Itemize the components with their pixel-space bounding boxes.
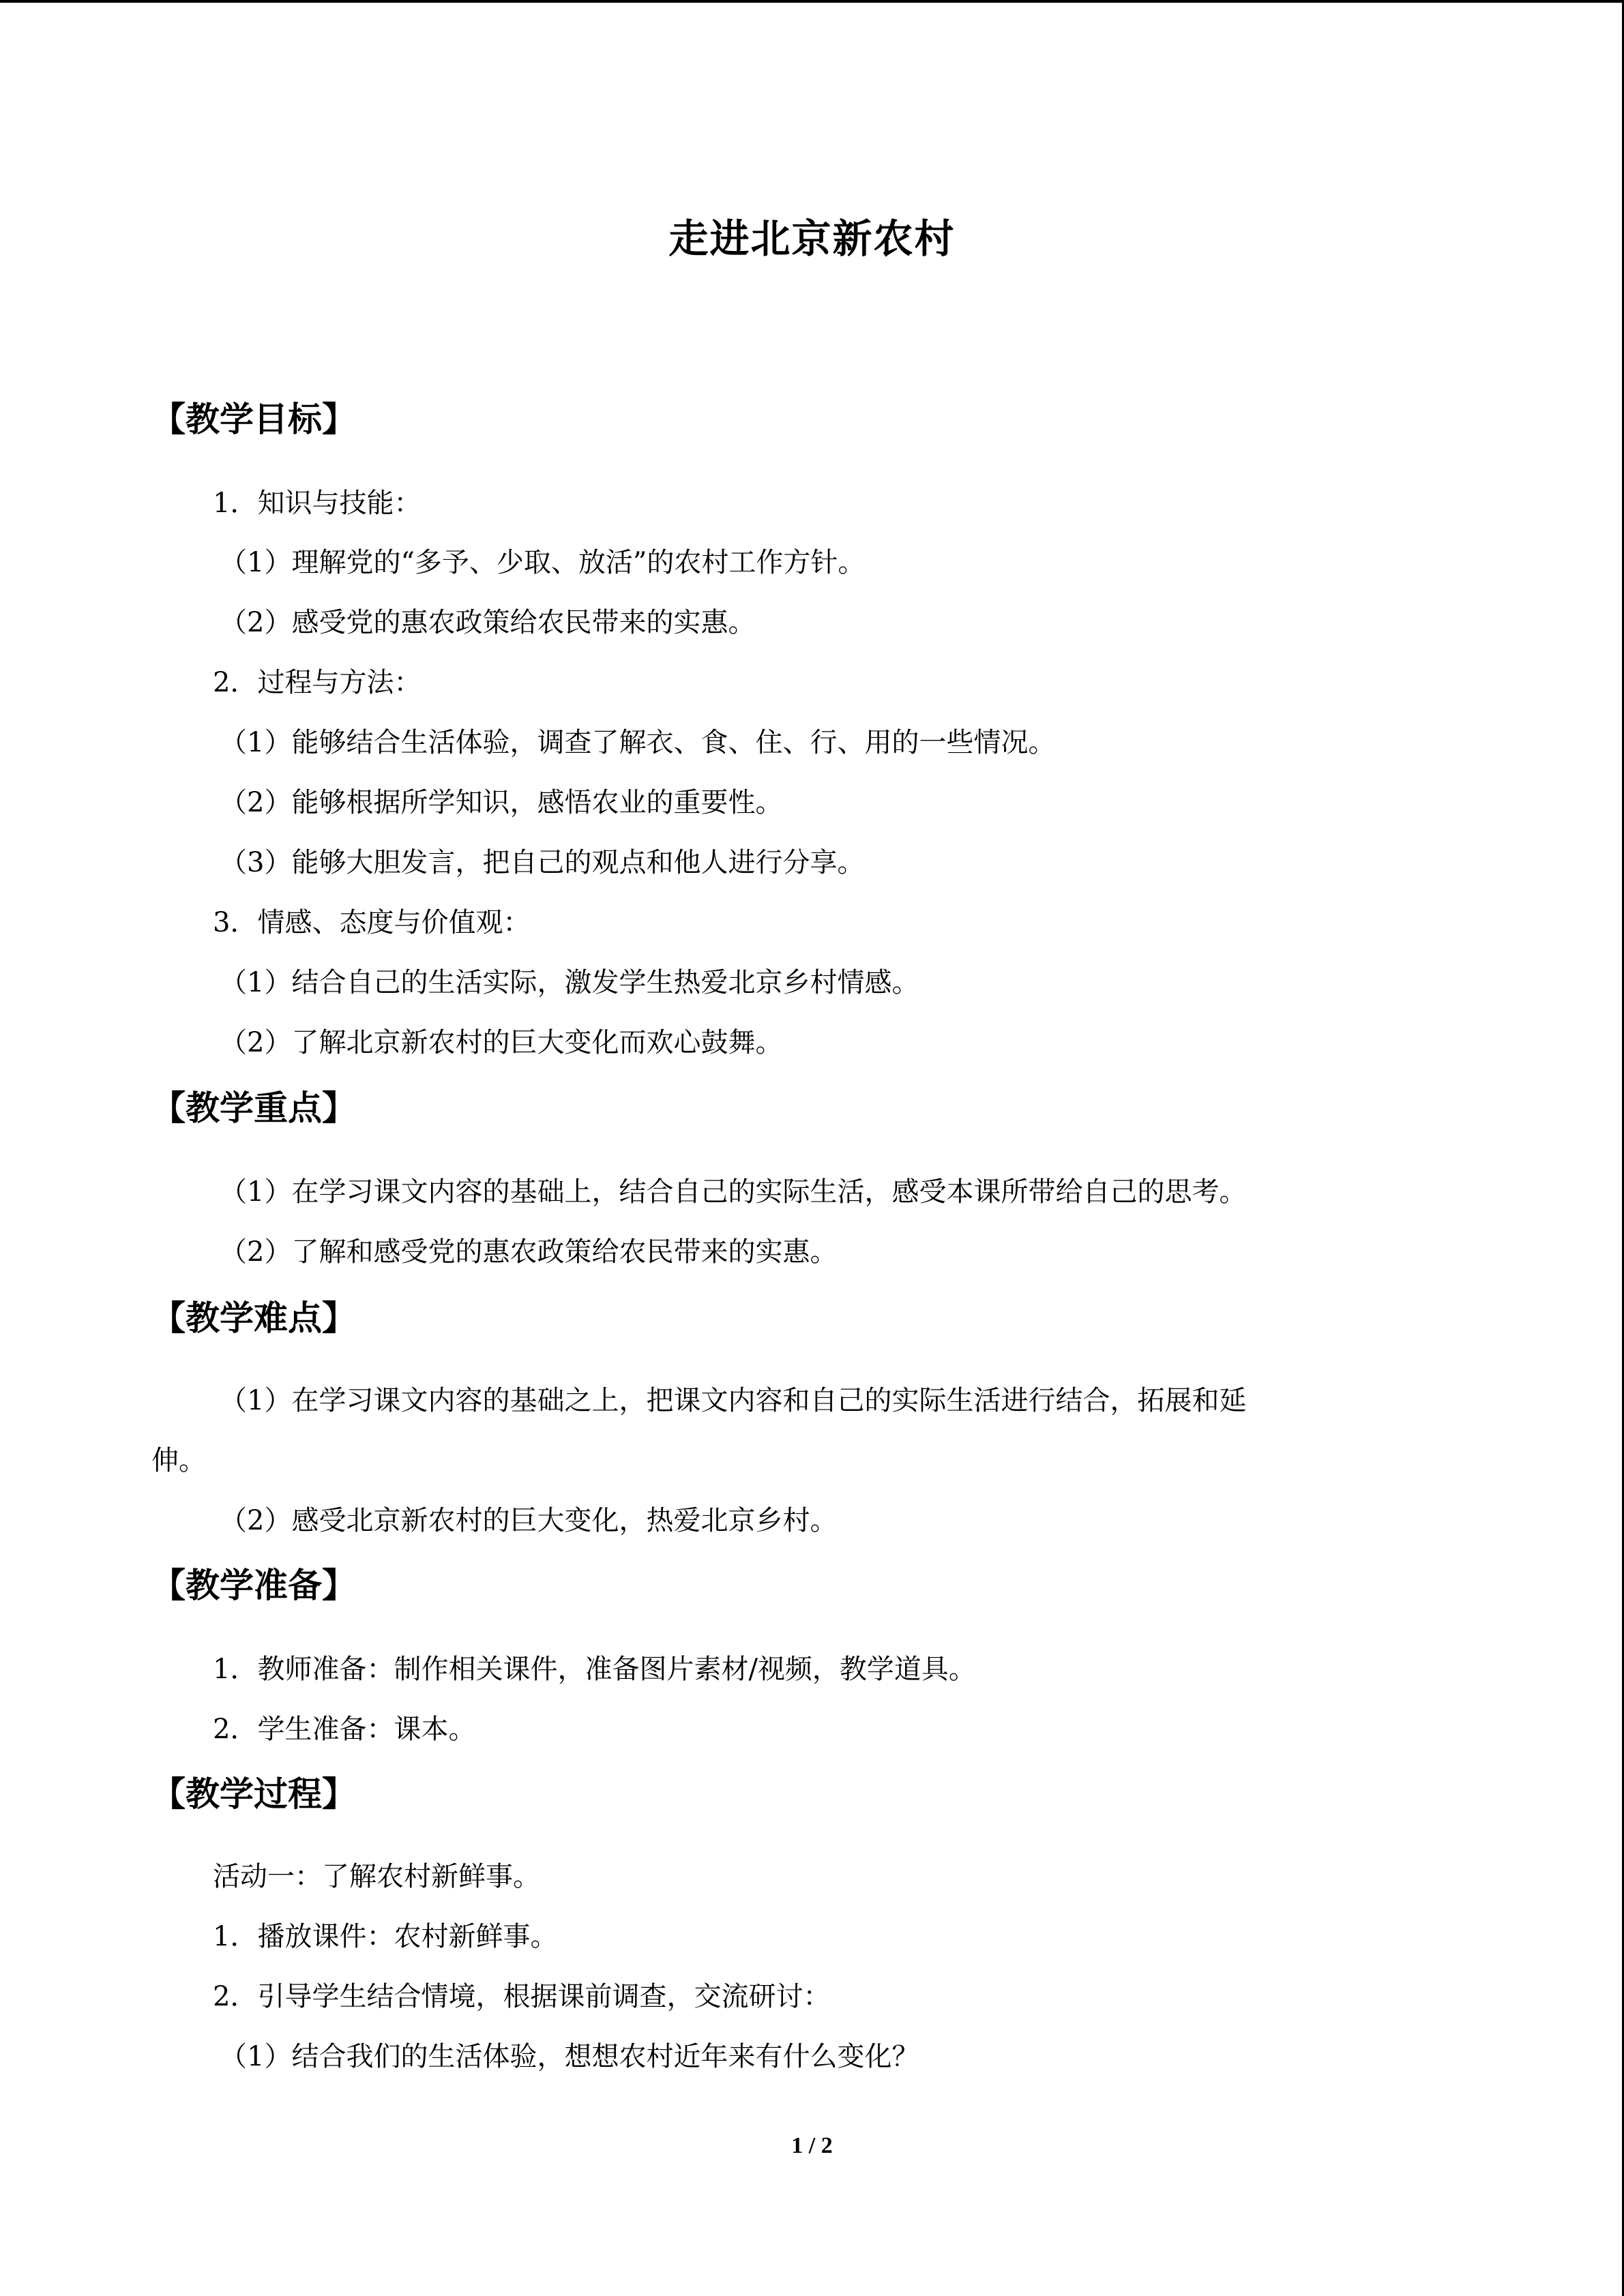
process-line: 1．播放课件：农村新鲜事。 [213,1921,558,1952]
process-line: 2．引导学生结合情境，根据课前调查，交流研讨： [213,1981,831,2012]
section-heading-difficulties: 【教学难点】 [151,1298,356,1338]
preparation-line: 2．学生准备：课本。 [213,1714,476,1745]
page-number: 1 / 2 [791,2133,833,2158]
section-heading-process: 【教学过程】 [151,1774,356,1814]
preparation-line: 1．教师准备：制作相关课件，准备图片素材/视频，教学道具。 [213,1654,976,1685]
section-heading-objectives: 【教学目标】 [151,400,356,439]
objective-line: （1）能够结合生活体验，调查了解衣、食、住、行、用的一些情况。 [220,727,1056,758]
section-heading-key-points: 【教学重点】 [151,1088,356,1128]
section-heading-preparation: 【教学准备】 [151,1566,356,1605]
page-top-border [0,0,1624,3]
objective-line: 2．过程与方法： [213,667,422,698]
difficulty-line: 伸。 [151,1445,206,1476]
process-line: （1）结合我们的生活体验，想想农村近年来有什么变化？ [220,2041,919,2072]
objective-line: （2）能够根据所学知识，感悟农业的重要性。 [220,787,783,818]
process-line: 活动一：了解农村新鲜事。 [213,1861,540,1892]
document-title: 走进北京新农村 [668,215,956,262]
objective-line: （1）理解党的“多予、少取、放活”的农村工作方针。 [220,547,866,578]
objective-line: （3）能够大胆发言，把自己的观点和他人进行分享。 [220,847,865,878]
objective-line: （2）感受党的惠农政策给农民带来的实惠。 [220,607,756,638]
key-point-line: （2）了解和感受党的惠农政策给农民带来的实惠。 [220,1236,838,1268]
difficulty-line: （2）感受北京新农村的巨大变化，热爱北京乡村。 [220,1505,838,1536]
objective-line: （1）结合自己的生活实际，激发学生热爱北京乡村情感。 [220,967,919,998]
key-point-line: （1）在学习课文内容的基础上，结合自己的实际生活，感受本课所带给自己的思考。 [220,1176,1247,1208]
objective-line: 1．知识与技能： [213,488,422,519]
difficulty-line: （1）在学习课文内容的基础之上，把课文内容和自己的实际生活进行结合，拓展和延 [220,1385,1247,1416]
objective-line: （2）了解北京新农村的巨大变化而欢心鼓舞。 [220,1027,783,1058]
objective-line: 3．情感、态度与价值观： [213,907,531,938]
